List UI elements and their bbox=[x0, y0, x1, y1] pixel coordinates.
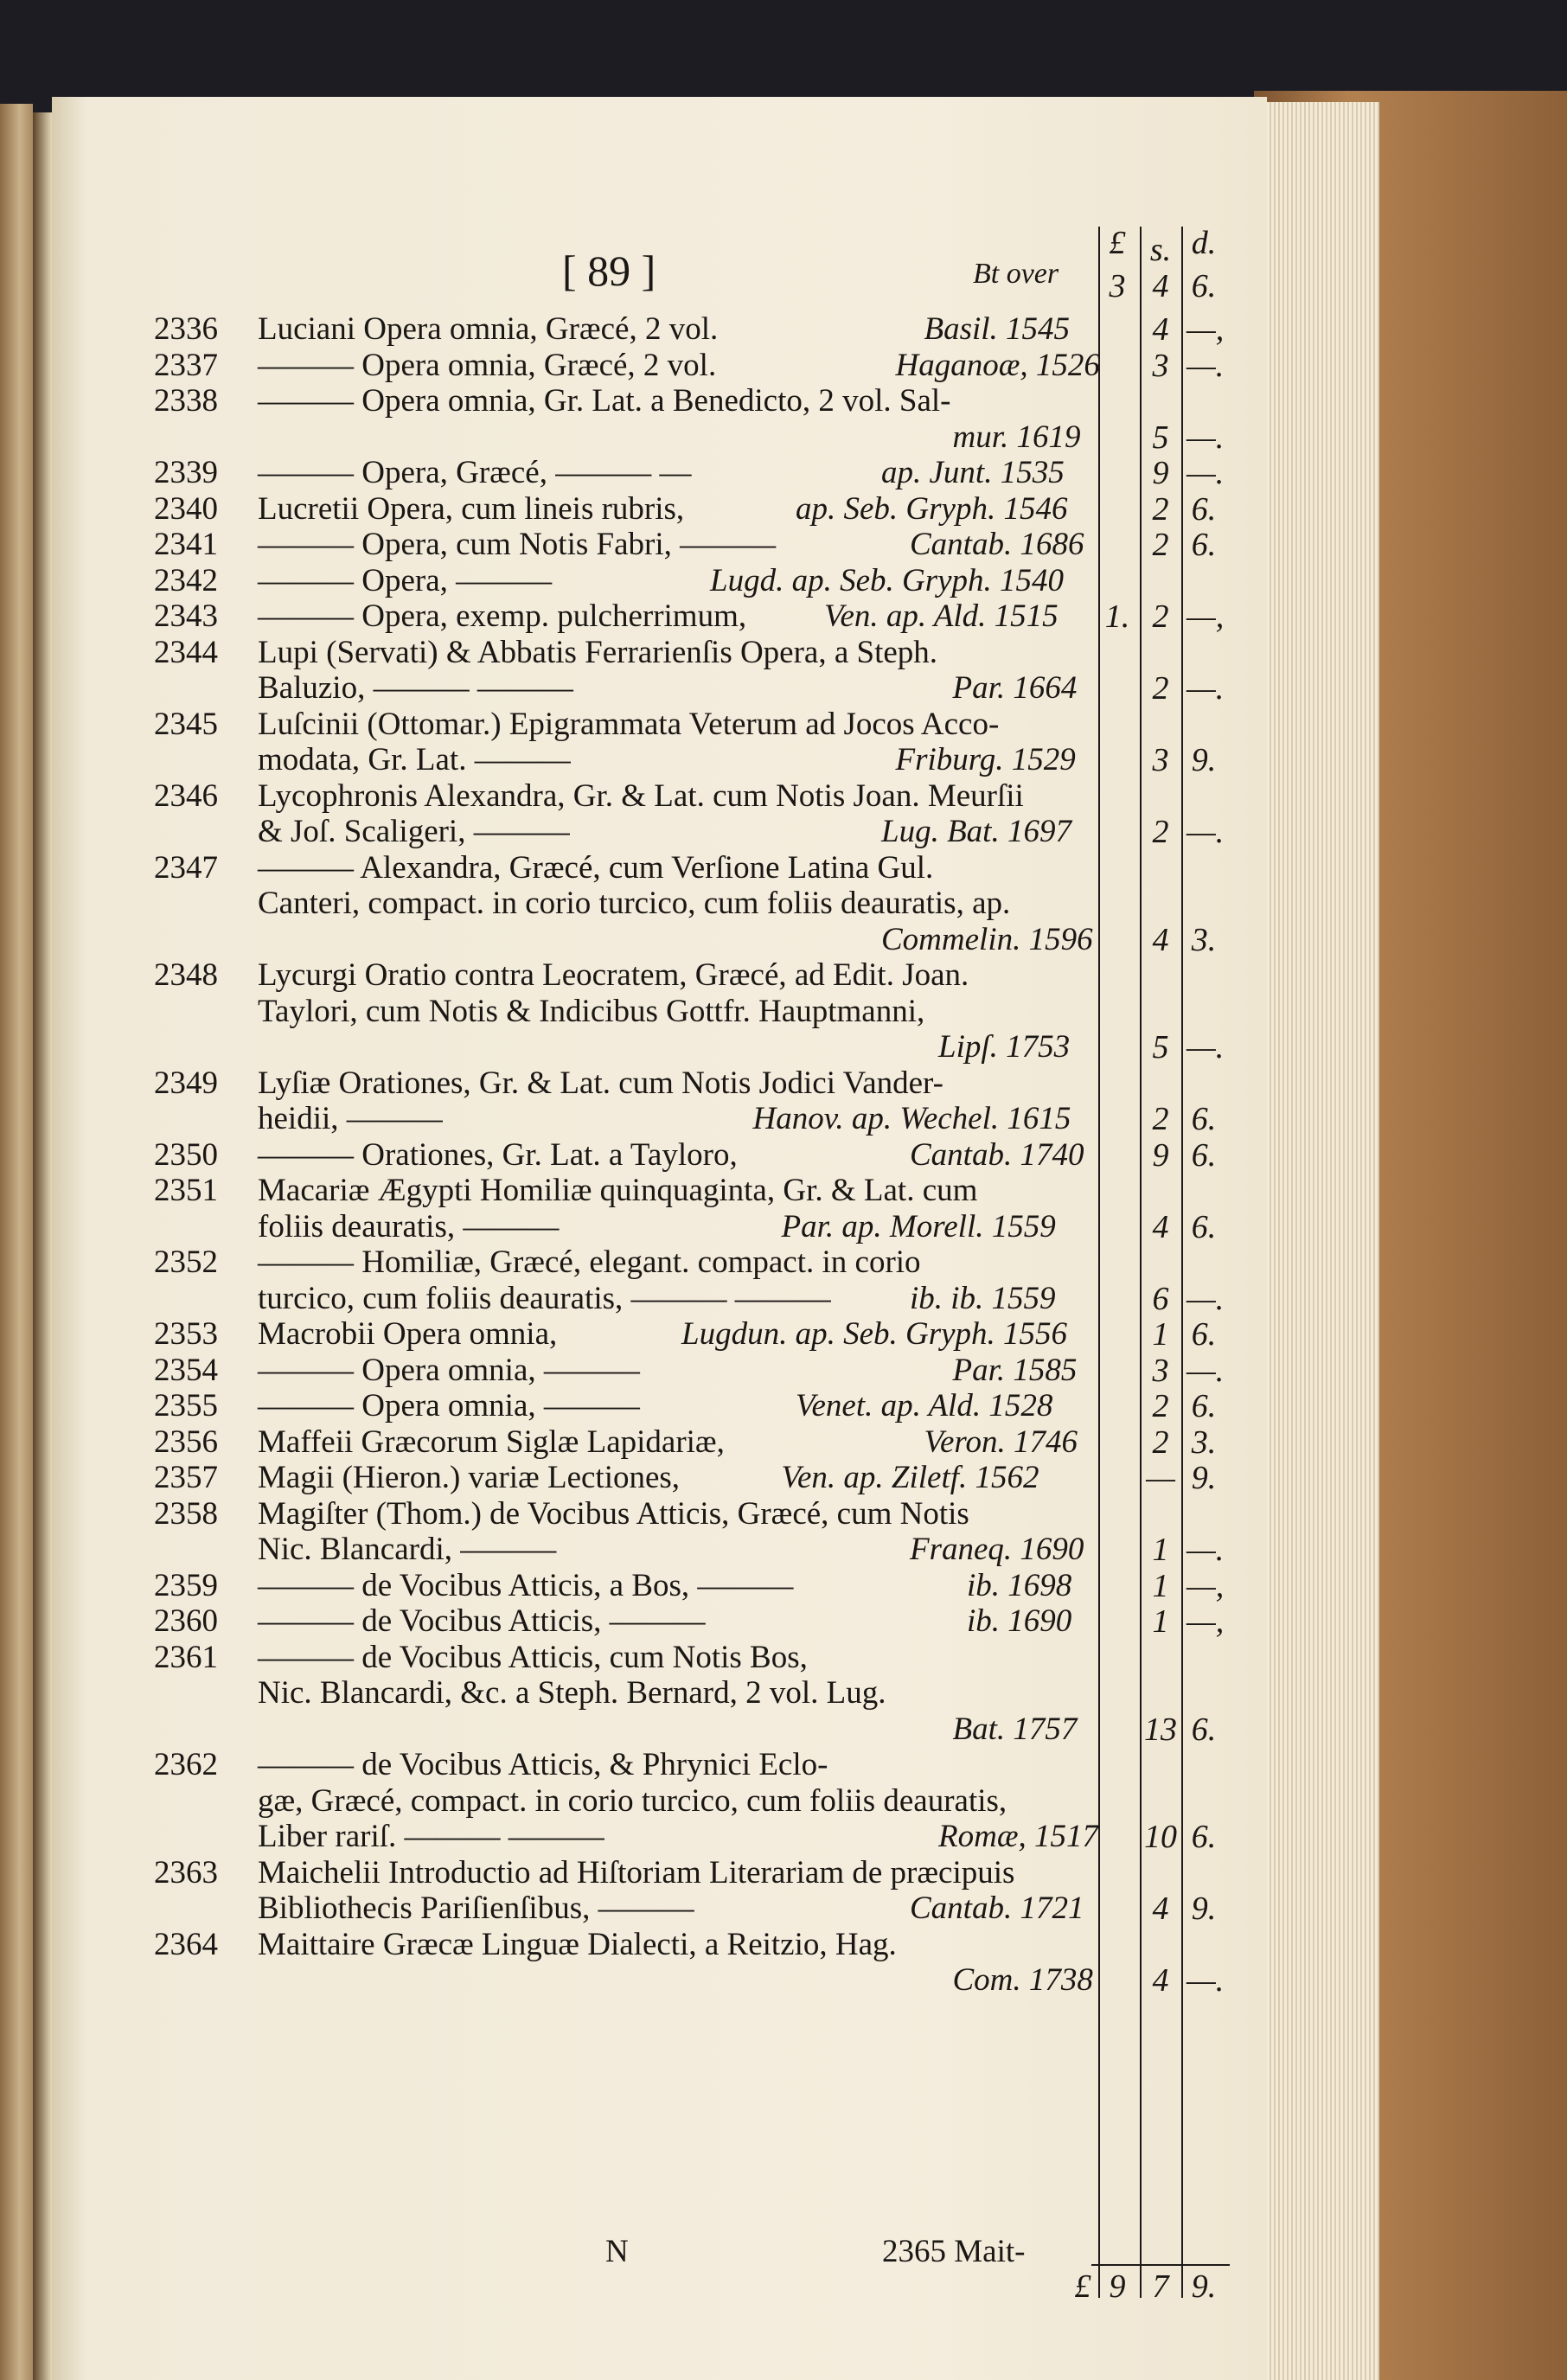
entry-text-line: & Joſ. Scaligeri, ——— bbox=[258, 814, 570, 849]
page-edges bbox=[1258, 102, 1379, 2380]
entry-shillings: 4 bbox=[1152, 921, 1169, 958]
entry-imprint: ib. ib. 1559 bbox=[910, 1280, 1056, 1316]
entry-imprint: Haganoæ, 1526 bbox=[895, 347, 1100, 383]
entry-text-line: Lycophronis Alexandra, Gr. & Lat. cum Notis Joan. Meurſii bbox=[258, 777, 1024, 814]
entry-imprint: Par. 1664 bbox=[952, 670, 1078, 706]
entry-number: 2347 bbox=[154, 849, 218, 886]
entry-pence: —. bbox=[1186, 1962, 1225, 1999]
entry-text-line: Maffeii Græcorum Siglæ Lapidariæ, bbox=[258, 1424, 725, 1460]
entry-shillings: 3 bbox=[1152, 742, 1169, 778]
entry-number: 2338 bbox=[154, 383, 218, 419]
entry-pence: 6. bbox=[1191, 1819, 1217, 1855]
entry-number: 2348 bbox=[154, 957, 218, 993]
entry-pounds: 1. bbox=[1104, 598, 1130, 635]
carried-pence: 6. bbox=[1191, 268, 1217, 304]
entry-pence: 6. bbox=[1191, 1101, 1217, 1137]
pounds-column-rule bbox=[1098, 227, 1100, 2298]
catalogue-page bbox=[52, 97, 1267, 2380]
carried-shillings: 4 bbox=[1152, 268, 1169, 304]
entry-imprint: Venet. ap. Ald. 1528 bbox=[796, 1388, 1053, 1424]
entry-shillings: 4 bbox=[1152, 311, 1169, 348]
shillings-column-heading: s. bbox=[1149, 232, 1172, 268]
entry-number: 2354 bbox=[154, 1352, 218, 1388]
entry-shillings: 10 bbox=[1144, 1819, 1177, 1855]
entry-imprint: ib. 1698 bbox=[967, 1567, 1072, 1603]
pence-column-rule bbox=[1181, 227, 1183, 2298]
entry-text-line: heidii, ——— bbox=[258, 1101, 443, 1136]
entry-number: 2360 bbox=[154, 1603, 218, 1639]
entry-imprint: Lipſ. 1753 bbox=[938, 1029, 1071, 1065]
entry-imprint: Veron. 1746 bbox=[924, 1424, 1078, 1460]
entry-imprint: Hanov. ap. Wechel. 1615 bbox=[752, 1101, 1071, 1136]
entry-imprint: Par. 1585 bbox=[952, 1352, 1078, 1388]
entry-text-line: ——— Opera omnia, Gr. Lat. a Benedicto, 2 vol. Sal- bbox=[258, 383, 951, 419]
entry-imprint: Friburg. 1529 bbox=[895, 742, 1076, 777]
entry-text-line: Lucretii Opera, cum lineis rubris, bbox=[258, 490, 685, 527]
entry-number: 2340 bbox=[154, 490, 218, 527]
entry-imprint: Lug. Bat. 1697 bbox=[881, 814, 1071, 849]
entry-number: 2345 bbox=[154, 706, 218, 742]
entry-imprint: ap. Junt. 1535 bbox=[881, 455, 1065, 490]
page-number-header: [ 89 ] bbox=[562, 246, 656, 295]
entry-imprint: Ven. ap. Ald. 1515 bbox=[824, 598, 1059, 634]
entry-shillings: 1 bbox=[1152, 1532, 1169, 1568]
entry-number: 2350 bbox=[154, 1136, 218, 1173]
entry-shillings: 9 bbox=[1152, 455, 1169, 491]
entry-text-line: Magii (Hieron.) variæ Lectiones, bbox=[258, 1460, 681, 1495]
entry-text-line: ——— Homiliæ, Græcé, elegant. compact. in corio bbox=[258, 1244, 921, 1280]
entry-shillings: 2 bbox=[1152, 1424, 1169, 1461]
entry-imprint: Cantab. 1740 bbox=[910, 1136, 1084, 1173]
entry-shillings: 6 bbox=[1152, 1280, 1169, 1317]
entry-pence: —. bbox=[1186, 670, 1225, 707]
entry-number: 2339 bbox=[154, 455, 218, 490]
total-rule bbox=[1091, 2264, 1230, 2266]
entry-number: 2342 bbox=[154, 562, 218, 598]
entry-number: 2349 bbox=[154, 1065, 218, 1101]
entry-pence: 6. bbox=[1191, 1136, 1217, 1174]
entry-shillings: 9 bbox=[1152, 1136, 1169, 1174]
entry-pence: —. bbox=[1186, 1352, 1225, 1389]
entry-pence: 6. bbox=[1191, 1316, 1217, 1353]
entry-text-line: Nic. Blancardi, &c. a Steph. Bernard, 2 vol. Lug. bbox=[258, 1675, 886, 1711]
entry-imprint: Com. 1738 bbox=[952, 1962, 1093, 1998]
left-page-edge bbox=[0, 104, 33, 2380]
entry-text-line: Lupi (Servati) & Abbatis Ferrarienſis Opera, a Steph. bbox=[258, 634, 938, 670]
entry-text-line: Luciani Opera omnia, Græcé, 2 vol. bbox=[258, 311, 719, 347]
entry-pence: —. bbox=[1186, 1532, 1225, 1568]
entry-shillings: 2 bbox=[1152, 1388, 1169, 1424]
pence-column-heading: d. bbox=[1191, 225, 1217, 261]
entry-text-line: Macariæ Ægypti Homiliæ quinquaginta, Gr. & Lat. cum bbox=[258, 1173, 978, 1208]
entry-text-line: ——— de Vocibus Atticis, cum Notis Bos, bbox=[258, 1639, 808, 1675]
entry-shillings: 3 bbox=[1152, 347, 1169, 384]
entry-text-line: Nic. Blancardi, ——— bbox=[258, 1532, 557, 1567]
entry-pence: 9. bbox=[1191, 1460, 1217, 1496]
entry-imprint: Lugd. ap. Seb. Gryph. 1540 bbox=[710, 562, 1065, 598]
entry-imprint: Lugdun. ap. Seb. Gryph. 1556 bbox=[681, 1316, 1068, 1352]
shillings-column-rule bbox=[1140, 227, 1142, 2298]
entry-text-line: ——— Opera, exemp. pulcherrimum, bbox=[258, 598, 747, 634]
entry-imprint: mur. 1619 bbox=[952, 419, 1081, 455]
entry-pence: —, bbox=[1186, 1567, 1225, 1604]
entry-pence: 6. bbox=[1191, 490, 1217, 528]
entry-shillings: 1 bbox=[1152, 1316, 1169, 1353]
entry-text-line: Canteri, compact. in corio turcico, cum foliis deauratis, ap. bbox=[258, 886, 1011, 921]
entry-number: 2361 bbox=[154, 1639, 218, 1675]
entry-number: 2356 bbox=[154, 1424, 218, 1460]
entry-number: 2344 bbox=[154, 634, 218, 670]
entry-shillings: 2 bbox=[1152, 670, 1169, 707]
entry-number: 2343 bbox=[154, 598, 218, 634]
entry-text-line: ——— Opera omnia, Græcé, 2 vol. bbox=[258, 347, 717, 383]
entry-text-line: ——— Opera omnia, ——— bbox=[258, 1352, 640, 1388]
entry-shillings: 5 bbox=[1152, 1029, 1169, 1065]
entry-pence: —. bbox=[1186, 419, 1225, 456]
entry-imprint: Cantab. 1721 bbox=[910, 1891, 1084, 1926]
entry-number: 2362 bbox=[154, 1747, 218, 1782]
entry-number: 2352 bbox=[154, 1244, 218, 1280]
entry-number: 2358 bbox=[154, 1495, 218, 1532]
total-pence: 9. bbox=[1191, 2268, 1217, 2305]
entry-text-line: gæ, Græcé, compact. in corio turcico, cum foliis deauratis, bbox=[258, 1782, 1007, 1819]
entry-imprint: Commelin. 1596 bbox=[881, 921, 1093, 957]
total-pounds-symbol: £ bbox=[1074, 2268, 1091, 2305]
entry-text-line: Maichelii Introductio ad Hiſtoriam Literariam de præcipuis bbox=[258, 1854, 1015, 1891]
entry-text-line: Macrobii Opera omnia, bbox=[258, 1316, 558, 1352]
catchword: 2365 Mait- bbox=[882, 2234, 1026, 2269]
entry-pence: 6. bbox=[1191, 1711, 1217, 1748]
pounds-column-heading: £ bbox=[1109, 225, 1126, 261]
entry-shillings: 2 bbox=[1152, 598, 1169, 635]
entry-number: 2364 bbox=[154, 1926, 218, 1962]
carried-pounds: 3 bbox=[1109, 268, 1126, 304]
entry-text-line: turcico, cum foliis deauratis, ——— ——— bbox=[258, 1280, 831, 1316]
entry-shillings: 2 bbox=[1152, 490, 1169, 528]
entry-number: 2359 bbox=[154, 1567, 218, 1603]
entry-imprint: Cantab. 1686 bbox=[910, 527, 1084, 562]
entry-number: 2337 bbox=[154, 347, 218, 383]
entry-number: 2336 bbox=[154, 311, 218, 347]
entry-pence: 6. bbox=[1191, 527, 1217, 563]
entry-number: 2357 bbox=[154, 1460, 218, 1495]
entry-shillings: 2 bbox=[1152, 814, 1169, 850]
entry-pence: —. bbox=[1186, 1280, 1225, 1317]
entry-pence: —. bbox=[1186, 814, 1225, 850]
entry-number: 2355 bbox=[154, 1388, 218, 1424]
brought-over-note: Bt over bbox=[973, 258, 1059, 290]
entry-text-line: ——— Opera, Græcé, ——— — bbox=[258, 455, 692, 490]
entry-text-line: ——— Opera, cum Notis Fabri, ——— bbox=[258, 527, 777, 562]
entry-imprint: Romæ, 1517 bbox=[938, 1819, 1098, 1854]
entry-text-line: Magiſter (Thom.) de Vocibus Atticis, Græcé, cum Notis bbox=[258, 1495, 969, 1532]
entry-shillings: 4 bbox=[1152, 1208, 1169, 1245]
entry-pence: 9. bbox=[1191, 1891, 1217, 1927]
entry-imprint: ap. Seb. Gryph. 1546 bbox=[796, 490, 1068, 527]
entry-text-line: ——— de Vocibus Atticis, a Bos, ——— bbox=[258, 1567, 794, 1603]
entry-pence: —, bbox=[1186, 598, 1225, 635]
book-gutter bbox=[33, 112, 52, 2380]
entry-pence: —. bbox=[1186, 347, 1225, 384]
entry-text-line: Luſcinii (Ottomar.) Epigrammata Veterum ad Jocos Acco- bbox=[258, 706, 1000, 742]
entry-text-line: Taylori, cum Notis & Indicibus Gottfr. Hauptmanni, bbox=[258, 993, 925, 1029]
entry-text-line: Lyſiæ Orationes, Gr. & Lat. cum Notis Jodici Vander- bbox=[258, 1065, 943, 1101]
entry-pence: 6. bbox=[1191, 1208, 1217, 1245]
entry-imprint: Bat. 1757 bbox=[952, 1711, 1078, 1747]
entry-text-line: Lycurgi Oratio contra Leocratem, Græcé, ad Edit. Joan. bbox=[258, 957, 969, 993]
entry-text-line: ——— Orationes, Gr. Lat. a Tayloro, bbox=[258, 1136, 738, 1173]
entry-text-line: ——— Opera, ——— bbox=[258, 562, 553, 598]
entry-text-line: Baluzio, ——— ——— bbox=[258, 670, 573, 706]
total-shillings: 7 bbox=[1152, 2268, 1169, 2305]
entry-shillings: 2 bbox=[1152, 1101, 1169, 1137]
entry-shillings: 4 bbox=[1152, 1962, 1169, 1999]
entry-number: 2346 bbox=[154, 777, 218, 814]
entry-imprint: Par. ap. Morell. 1559 bbox=[781, 1208, 1056, 1244]
entry-pence: 9. bbox=[1191, 742, 1217, 778]
entry-shillings: 2 bbox=[1152, 527, 1169, 563]
entry-imprint: Basil. 1545 bbox=[924, 311, 1071, 347]
entry-text-line: foliis deauratis, ——— bbox=[258, 1208, 560, 1244]
entry-shillings: — bbox=[1146, 1460, 1175, 1496]
entry-text-line: Maittaire Græcæ Linguæ Dialecti, a Reitzio, Hag. bbox=[258, 1926, 897, 1962]
entry-shillings: 3 bbox=[1152, 1352, 1169, 1389]
entry-shillings: 5 bbox=[1152, 419, 1169, 456]
entry-pence: 6. bbox=[1191, 1388, 1217, 1424]
entry-number: 2353 bbox=[154, 1316, 218, 1352]
entry-text-line: ——— de Vocibus Atticis, & Phrynici Eclo- bbox=[258, 1747, 828, 1782]
entry-number: 2351 bbox=[154, 1173, 218, 1208]
entry-number: 2341 bbox=[154, 527, 218, 562]
entry-pence: —, bbox=[1186, 1603, 1225, 1640]
entry-text-line: modata, Gr. Lat. ——— bbox=[258, 742, 571, 777]
entry-shillings: 1 bbox=[1152, 1603, 1169, 1640]
entry-shillings: 13 bbox=[1144, 1711, 1177, 1748]
entry-pence: 3. bbox=[1191, 1424, 1217, 1461]
entry-text-line: Bibliothecis Pariſienſibus, ——— bbox=[258, 1891, 694, 1926]
entry-text-line: ——— Opera omnia, ——— bbox=[258, 1388, 640, 1424]
entry-number: 2363 bbox=[154, 1854, 218, 1891]
entry-pence: 3. bbox=[1191, 921, 1217, 958]
entry-shillings: 1 bbox=[1152, 1567, 1169, 1604]
entry-pence: —. bbox=[1186, 1029, 1225, 1065]
entry-text-line: Liber rariſ. ——— ——— bbox=[258, 1819, 604, 1854]
entry-shillings: 4 bbox=[1152, 1891, 1169, 1927]
total-pounds: 9 bbox=[1109, 2268, 1126, 2305]
entry-text-line: ——— de Vocibus Atticis, ——— bbox=[258, 1603, 706, 1639]
entry-imprint: ib. 1690 bbox=[967, 1603, 1072, 1639]
entry-imprint: Franeq. 1690 bbox=[910, 1532, 1084, 1567]
entry-pence: —. bbox=[1186, 455, 1225, 491]
entry-imprint: Ven. ap. Ziletf. 1562 bbox=[781, 1460, 1039, 1495]
entry-pence: —, bbox=[1186, 311, 1225, 348]
signature-mark: N bbox=[605, 2234, 629, 2269]
entry-text-line: ——— Alexandra, Græcé, cum Verſione Latina Gul. bbox=[258, 849, 934, 886]
